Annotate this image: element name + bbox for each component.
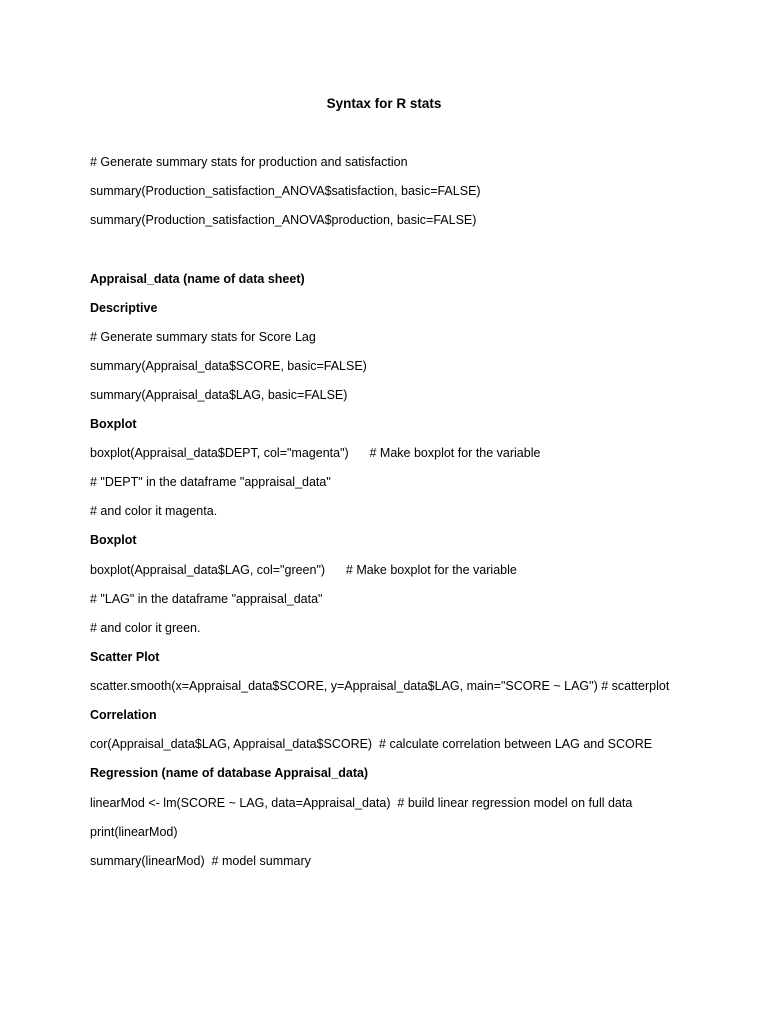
comment-line: # "LAG" in the dataframe "appraisal_data" [90, 592, 323, 606]
code-line: summary(Production_satisfaction_ANOVA$production, basic=FALSE) [90, 213, 477, 227]
code-line: boxplot(Appraisal_data$DEPT, col="magenta") # Make boxplot for the variable [90, 446, 541, 460]
section-heading: Boxplot [90, 533, 137, 547]
code-line: summary(linearMod) # model summary [90, 854, 311, 868]
code-line: summary(Appraisal_data$LAG, basic=FALSE) [90, 388, 348, 402]
section-heading: Scatter Plot [90, 650, 160, 664]
section-heading: Appraisal_data (name of data sheet) [90, 272, 305, 286]
section-heading: Descriptive [90, 301, 158, 315]
code-line: boxplot(Appraisal_data$LAG, col="green") # Make boxplot for the variable [90, 563, 517, 577]
code-line: summary(Appraisal_data$SCORE, basic=FALSE) [90, 359, 367, 373]
comment-line: # and color it magenta. [90, 504, 218, 518]
comment-line: # Generate summary stats for production and satisfaction [90, 155, 408, 169]
code-line: summary(Production_satisfaction_ANOVA$satisfaction, basic=FALSE) [90, 184, 481, 198]
section-heading: Regression (name of database Appraisal_data) [90, 766, 369, 780]
code-line: print(linearMod) [90, 825, 178, 839]
document-title: Syntax for R stats [326, 96, 442, 111]
comment-line: # "DEPT" in the dataframe "appraisal_data" [90, 475, 331, 489]
code-line: cor(Appraisal_data$LAG, Appraisal_data$SCORE) # calculate correlation between LAG and SCORE [90, 737, 653, 751]
comment-line: # Generate summary stats for Score Lag [90, 330, 316, 344]
code-line: linearMod <- lm(SCORE ~ LAG, data=Appraisal_data) # build linear regression model on full data [90, 796, 633, 810]
code-line: scatter.smooth(x=Appraisal_data$SCORE, y=Appraisal_data$LAG, main="SCORE ~ LAG") # scatterplot [90, 679, 670, 693]
comment-line: # and color it green. [90, 621, 201, 635]
section-heading: Correlation [90, 708, 157, 722]
section-heading: Boxplot [90, 417, 137, 431]
